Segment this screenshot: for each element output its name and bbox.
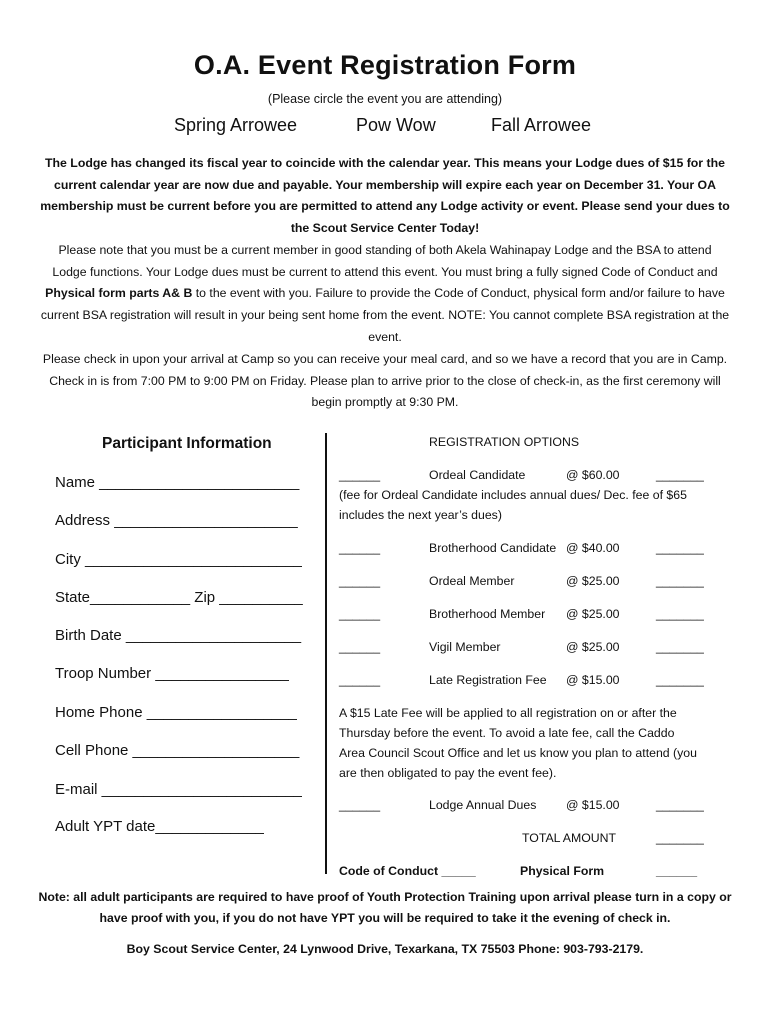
brotherhood-member-total[interactable]: _______ [656,607,704,621]
ordeal-member-price: @ $25.00 [566,574,620,588]
brotherhood-candidate-label: Brotherhood Candidate [429,541,557,555]
late-fee-note-line3: Area Council Scout Office and let us know you plan to attend (you [339,746,697,760]
late-fee-label: Late Registration Fee [429,673,547,687]
vigil-member-qty[interactable]: ______ [339,640,381,654]
code-of-conduct-field[interactable]: Code of Conduct _____ [339,864,476,878]
physical-form-field[interactable]: ______ [656,864,698,878]
membership-notice [40,240,730,349]
ordeal-member-total[interactable]: _______ [656,574,704,588]
ordeal-candidate-qty[interactable]: ______ [339,468,381,482]
form-subtitle: (Please circle the event you are attending) [267,92,503,106]
late-fee-price: @ $15.00 [566,673,620,687]
ordeal-note-line1: (fee for Ordeal Candidate includes annual dues/ Dec. fee of $65 [339,488,687,502]
form-title: O.A. Event Registration Form [193,50,577,80]
total-amount-label: TOTAL AMOUNT [522,831,617,845]
brotherhood-candidate-price: @ $40.00 [566,541,620,555]
ordeal-member-qty[interactable]: ______ [339,574,381,588]
lodge-dues-label: Lodge Annual Dues [429,798,537,812]
membership-notice-part2: to the event with you. Failure to provide the Code of Conduct, physical form and/or failure to have current BSA registration will result in your being sent home from the event. NOTE: You cannot complete BSA registration at the event. [40,286,730,344]
membership-notice-part1: Please note that you must be a current member in good standing of both Akela Wahinapay Lodge and the BSA to attend Lodge functions. Your Lodge dues must be current to attend this event. You must bring a fully signed Code of Conduct and [52,243,718,279]
ordeal-member-label: Ordeal Member [429,574,515,588]
event-spring-arrowee[interactable]: Spring Arrowee [174,115,298,135]
brotherhood-member-price: @ $25.00 [566,607,620,621]
ordeal-candidate-total[interactable]: _______ [656,468,704,482]
vigil-member-label: Vigil Member [429,640,501,654]
event-fall-arrowee[interactable]: Fall Arrowee [491,115,592,135]
vigil-member-total[interactable]: _______ [656,640,704,654]
brotherhood-candidate-total[interactable]: _______ [656,541,704,555]
participant-info-title: Participant Information [102,435,272,452]
dues-notice: The Lodge has changed its fiscal year to coincide with the calendar year. This means your Lodge dues of $15 for the current calendar year are now due and payable. Your membership will expire each year on December 31. Your OA membership must be current before you are permitted to attend any Lodge activity or event. Please send your dues to the Scout Service Center Today! [40,156,730,236]
state-zip-field[interactable]: State____________ Zip __________ [55,589,303,606]
lodge-dues-price: @ $15.00 [566,798,620,812]
physical-form-label: Physical Form [520,864,605,878]
brotherhood-member-qty[interactable]: ______ [339,607,381,621]
checkin-notice: Please check in upon your arrival at Camp so you can receive your meal card, and so we have a record that you are in Camp. Check in is from 7:00 PM to 9:00 PM on Friday. Please plan to arrive prior to the close of check-in, as the first ceremony will begin promptly at 9:30 PM. [42,352,728,410]
registration-options-title: REGISTRATION OPTIONS [429,435,580,449]
ordeal-note-line2: includes the next year’s dues) [339,508,502,522]
footer-address: Boy Scout Service Center, 24 Lynwood Drive, Texarkana, TX 75503 Phone: 903-793-2179. [126,942,644,956]
troop-number-field[interactable]: Troop Number ________________ [55,665,289,682]
late-fee-total[interactable]: _______ [656,673,704,687]
late-fee-note-line2: Thursday before the event. To avoid a late fee, call the Caddo [339,726,675,740]
ordeal-candidate-label: Ordeal Candidate [429,468,526,482]
late-fee-note-line1: A $15 Late Fee will be applied to all registration on or after the [339,706,677,720]
column-divider [325,433,327,874]
physical-form-emphasis: Physical form parts A& B [45,286,193,301]
home-phone-field[interactable]: Home Phone __________________ [55,704,297,721]
vigil-member-price: @ $25.00 [566,640,620,654]
cell-phone-field[interactable]: Cell Phone ____________________ [55,742,300,759]
brotherhood-candidate-qty[interactable]: ______ [339,541,381,555]
event-pow-wow[interactable]: Pow Wow [356,115,436,135]
city-field[interactable]: City __________________________ [55,551,302,568]
total-amount-field[interactable]: _______ [656,831,704,845]
lodge-dues-total[interactable]: _______ [656,798,704,812]
lodge-dues-qty[interactable]: ______ [339,798,381,812]
name-field[interactable]: Name ________________________ [55,474,300,491]
brotherhood-member-label: Brotherhood Member [429,607,546,621]
late-fee-note-line4: are then obligated to pay the event fee). [339,766,557,780]
birth-date-field[interactable]: Birth Date _____________________ [55,627,302,644]
ypt-note: Note: all adult participants are required to have proof of Youth Protection Training upon arrival please turn in a copy or have proof with you, if you do not have YPT you will be required to take it the evening of check in. [38,890,732,925]
email-field[interactable]: E-mail ________________________ [55,781,302,798]
address-field[interactable]: Address ______________________ [55,512,298,529]
late-fee-qty[interactable]: ______ [339,673,381,687]
adult-ypt-date-field[interactable]: Adult YPT date_____________ [55,818,264,835]
ordeal-candidate-price: @ $60.00 [566,468,620,482]
